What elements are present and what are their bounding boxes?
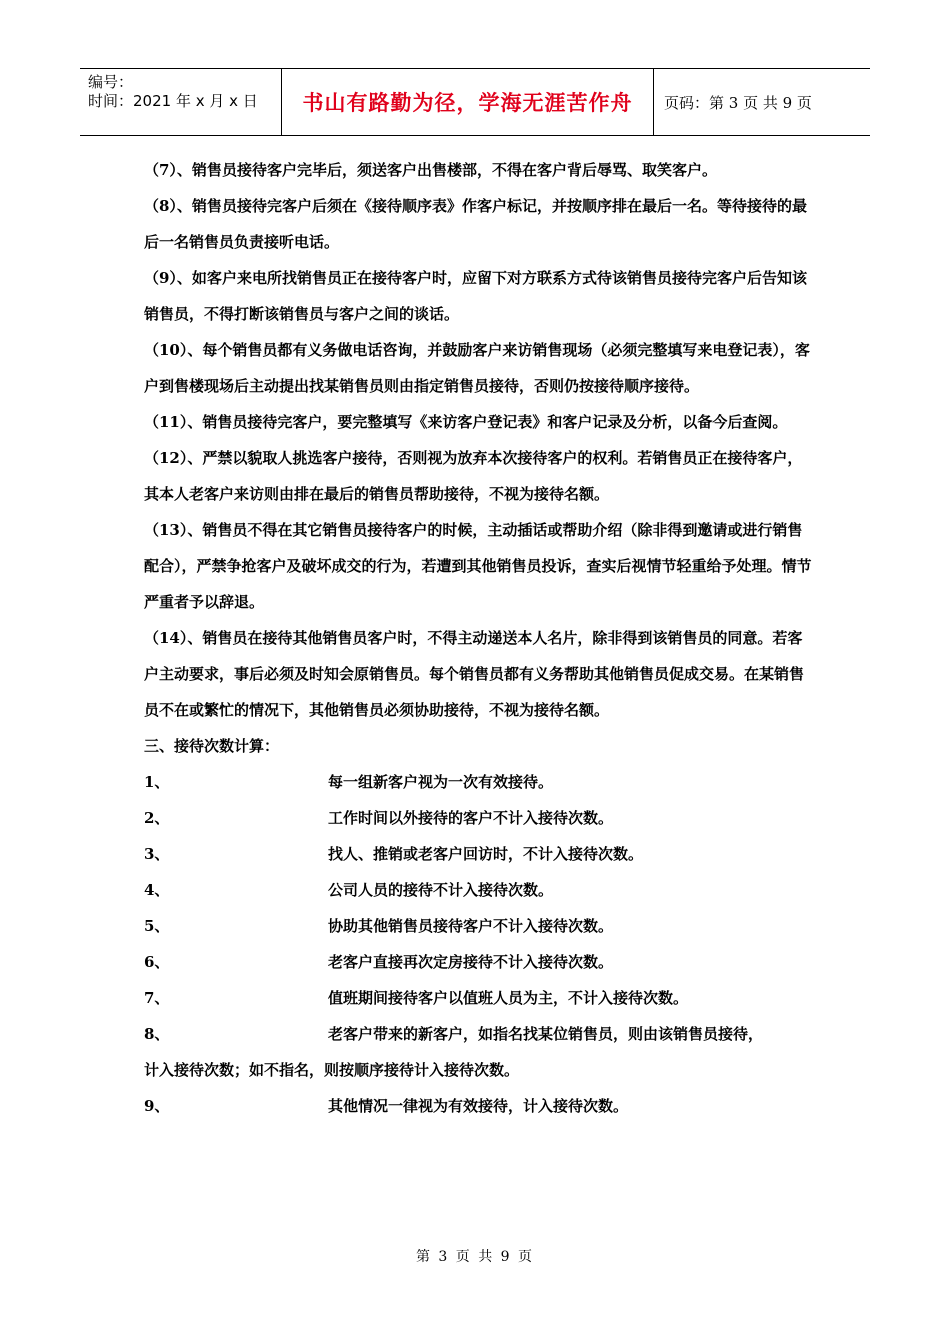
list-item-text: 值班期间接待客户以值班人员为主，不计入接待次数。 <box>328 989 689 1007</box>
header-motto: 书山有路勤为径，学海无涯苦作舟 <box>302 91 633 115</box>
list-item <box>144 908 814 944</box>
rule-paragraph: （8）、销售员接待完客户后须在《接待顺序表》作客户标记，并按顺序排在最后一名。等待接待的最后一名销售员负责接听电话。 <box>144 197 807 251</box>
list-item-number: 9、 <box>144 1097 170 1115</box>
list-item-number: 6、 <box>144 953 170 971</box>
list-item <box>144 872 814 908</box>
list-item-number: 8、 <box>144 1025 170 1043</box>
rule-paragraph: （10）、每个销售员都有义务做电话咨询，并鼓励客户来访销售现场（必须完整填写来电登记表），客户到售楼现场后主动提出找某销售员则由指定销售员接待，否则仍按接待顺序接待。 <box>144 341 810 395</box>
list-item-text: 协助其他销售员接待客户不计入接待次数。 <box>328 917 614 935</box>
list-item <box>144 1088 814 1124</box>
list-item-text: 老客户直接再次定房接待不计入接待次数。 <box>328 953 614 971</box>
header-meta <box>80 69 282 135</box>
header-motto-cell <box>282 69 654 135</box>
list-item-text: 每一组新客户视为一次有效接待。 <box>328 773 554 791</box>
list-item-number: 4、 <box>144 881 170 899</box>
list-item-text: 老客户带来的新客户，如指名找某位销售员，则由该销售员接待， <box>328 1025 764 1043</box>
rule-paragraph: （9）、如客户来电所找销售员正在接待客户时，应留下对方联系方式待该销售员接待完客户后告知该销售员，不得打断该销售员与客户之间的谈话。 <box>144 269 807 323</box>
list-item-number: 7、 <box>144 989 170 1007</box>
list-item <box>144 980 814 1016</box>
list-item <box>144 944 814 980</box>
rule-paragraph: （7）、销售员接待客户完毕后，须送客户出售楼部，不得在客户背后辱骂、取笑客户。 <box>144 161 717 179</box>
list-item-number: 2、 <box>144 809 170 827</box>
section-title: 三、接待次数计算： <box>144 737 280 755</box>
list-item-text: 找人、推销或老客户回访时，不计入接待次数。 <box>328 845 644 863</box>
document-body <box>144 152 814 1124</box>
list-item-number: 5、 <box>144 917 170 935</box>
list-item-continuation: 计入接待次数；如不指名，则按顺序接待计入接待次数。 <box>144 1061 520 1079</box>
doc-time-label: 时间：2021 年 x 月 x 日 <box>88 92 258 110</box>
list-item <box>144 764 814 800</box>
rule-paragraph: （11）、销售员接待完客户，要完整填写《来访客户登记表》和客户记录及分析，以备今后查阅。 <box>144 413 788 431</box>
list-item-text: 公司人员的接待不计入接待次数。 <box>328 881 554 899</box>
list-item-text: 工作时间以外接待的客户不计入接待次数。 <box>328 809 614 827</box>
page-footer: 第 3 页 共 9 页 <box>415 1249 535 1265</box>
list-item-text: 其他情况一律视为有效接待，计入接待次数。 <box>328 1097 629 1115</box>
page-header <box>80 68 870 136</box>
rule-paragraph: （13）、销售员不得在其它销售员接待客户的时候，主动插话或帮助介绍（除非得到邀请或进行销售配合），严禁争抢客户及破坏成交的行为，若遭到其他销售员投诉，查实后视情节轻重给予处理。情节严重者予以辞退。 <box>144 521 812 611</box>
list-item <box>144 1016 814 1052</box>
rule-paragraph: （14）、销售员在接待其他销售员客户时，不得主动递送本人名片，除非得到该销售员的同意。若客户主动要求，事后必须及时知会原销售员。每个销售员都有义务帮助其他销售员促成交易。在某销售员不在或繁忙的情况下，其他销售员必须协助接待，不视为接待名额。 <box>144 629 805 719</box>
list-item-number: 1、 <box>144 773 170 791</box>
header-page-info: 页码：第 3 页 共 9 页 <box>664 93 812 112</box>
rule-paragraph: （12）、严禁以貌取人挑选客户接待，否则视为放弃本次接待客户的权利。若销售员正在接待客户，其本人老客户来访则由排在最后的销售员帮助接待，不视为接待名额。 <box>144 449 803 503</box>
list-item-number: 3、 <box>144 845 170 863</box>
list-item <box>144 800 814 836</box>
doc-number-label: 编号： <box>88 73 134 91</box>
list-item <box>144 836 814 872</box>
